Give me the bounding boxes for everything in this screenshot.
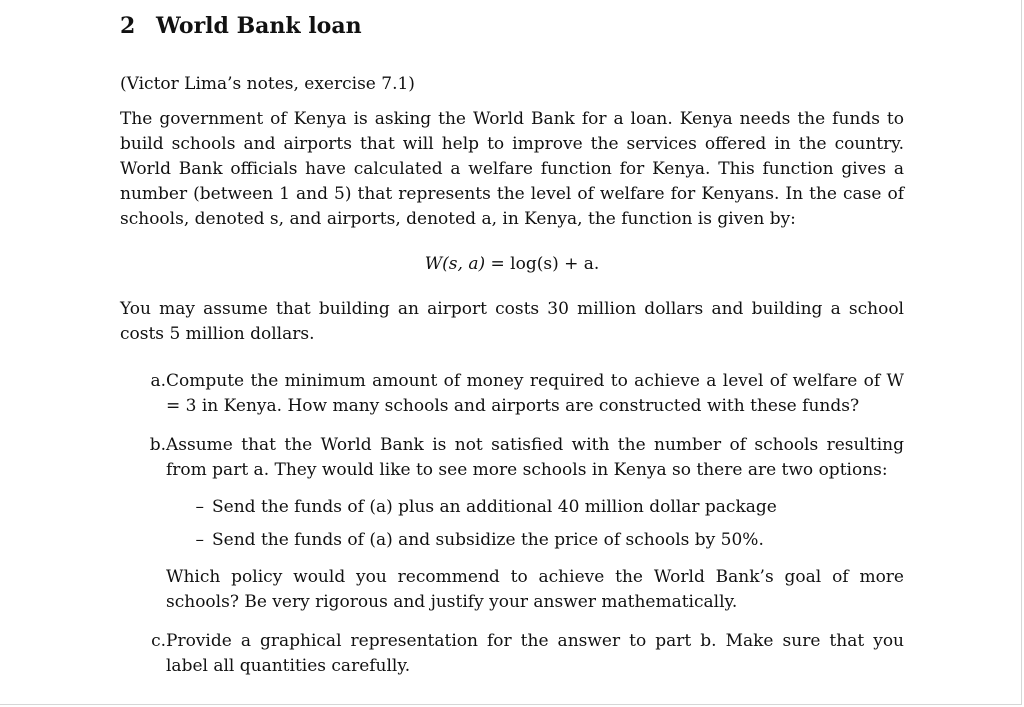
question-label: c. (151, 631, 166, 651)
dash-marker: – (195, 497, 204, 517)
question-label: b. (149, 435, 166, 455)
section-number: 2 (120, 13, 136, 39)
question-followup: Which policy would you recommend to achieve the World Bank’s goal of more schools? Be very rigorous and justify your answer mathematically. (166, 567, 904, 612)
equation-equals: = (490, 254, 505, 274)
equation-lhs: W(s, a) (424, 254, 486, 274)
question-text: Compute the minimum amount of money required to achieve a level of welfare of W = 3 in Kenya. How many schools and airports are constructed with these funds? (166, 371, 904, 416)
question-list (120, 369, 904, 679)
policy-option-text: Send the funds of (a) and subsidize the price of schools by 50%. (212, 530, 764, 550)
document-content (120, 12, 904, 693)
question-a (120, 369, 904, 419)
cost-assumption-paragraph: You may assume that building an airport costs 30 million dollars and building a school costs 5 million dollars. (120, 299, 904, 344)
section-title: World Bank loan (156, 13, 362, 39)
question-b (120, 433, 904, 615)
question-body (166, 369, 904, 419)
source-note: (Victor Lima’s notes, exercise 7.1) (120, 74, 415, 94)
question-c (120, 629, 904, 679)
policy-option-text: Send the funds of (a) plus an additional 40 million dollar package (212, 497, 777, 517)
dash-marker: – (195, 530, 204, 550)
intro-paragraph: The government of Kenya is asking the World Bank for a loan. Kenya needs the funds to build schools and airports that will help to improve the services offered in the country. World Bank officials have calculated a welfare function for Kenya. This function gives a number (between 1 and 5) that represents the level of welfare for Kenyans. In the case of schools, denoted s, and airports, denoted a, in Kenya, the function is given by: (120, 109, 904, 229)
equation-rhs: log(s) + a. (510, 254, 600, 274)
question-text: Assume that the World Bank is not satisfied with the number of schools resulting from part a. They would like to see more schools in Kenya so there are two options: (166, 435, 904, 480)
question-body (166, 433, 904, 615)
policy-option (166, 495, 904, 520)
question-body (166, 629, 904, 679)
question-text: Provide a graphical representation for the answer to part b. Make sure that you label all quantities carefully. (166, 631, 904, 676)
policy-options-list (166, 495, 904, 553)
section-heading (120, 12, 904, 40)
welfare-equation (120, 252, 904, 277)
policy-option (166, 528, 904, 553)
question-label: a. (150, 371, 166, 391)
